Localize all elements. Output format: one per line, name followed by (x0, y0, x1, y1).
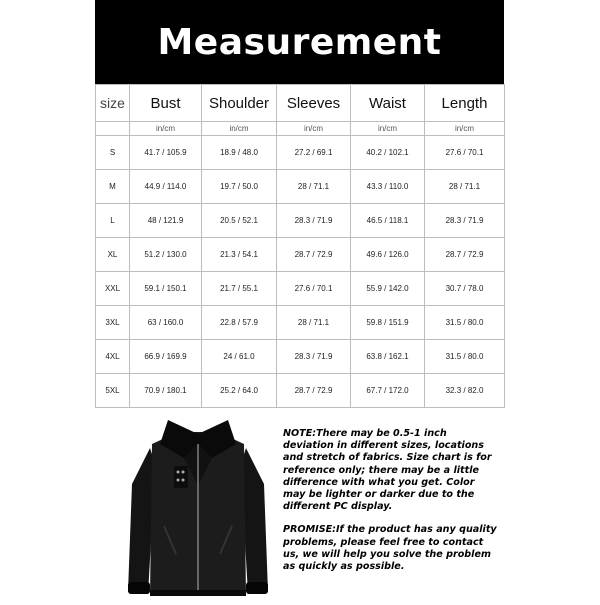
shoulder-value: 21.7 / 55.1 (202, 272, 277, 306)
bust-value: 48 / 121.9 (130, 204, 202, 238)
jacket-illustration (128, 414, 268, 600)
length-value: 30.7 / 78.0 (425, 272, 505, 306)
length-value: 27.6 / 70.1 (425, 136, 505, 170)
sleeves-value: 28 / 71.1 (277, 306, 351, 340)
size-label: XXL (96, 272, 130, 306)
table-row (96, 136, 505, 170)
unit-cell: in/cm (425, 122, 505, 136)
shoulder-value: 19.7 / 50.0 (202, 170, 277, 204)
unit-cell: in/cm (351, 122, 425, 136)
shoulder-value: 20.5 / 52.1 (202, 204, 277, 238)
promise-text: PROMISE:If the product has any quality problems, please feel free to contact us, we will help you solve the problem as quickly as possible. (283, 524, 497, 573)
table-row (96, 170, 505, 204)
waist-value: 59.8 / 151.9 (351, 306, 425, 340)
shoulder-value: 24 / 61.0 (202, 340, 277, 374)
waist-value: 49.6 / 126.0 (351, 238, 425, 272)
length-value: 28.3 / 71.9 (425, 204, 505, 238)
size-label: S (96, 136, 130, 170)
length-value: 31.5 / 80.0 (425, 306, 505, 340)
header-row (96, 85, 505, 122)
size-chart-table (95, 84, 505, 408)
shoulder-value: 22.8 / 57.9 (202, 306, 277, 340)
length-value: 28.7 / 72.9 (425, 238, 505, 272)
title-banner (95, 0, 504, 84)
waist-value: 43.3 / 110.0 (351, 170, 425, 204)
column-header-shoulder: Shoulder (202, 85, 277, 122)
sleeves-value: 28.7 / 72.9 (277, 238, 351, 272)
waist-value: 55.9 / 142.0 (351, 272, 425, 306)
column-header-sleeves: Sleeves (277, 85, 351, 122)
bust-value: 51.2 / 130.0 (130, 238, 202, 272)
length-value: 32.3 / 82.0 (425, 374, 505, 408)
shoulder-value: 21.3 / 54.1 (202, 238, 277, 272)
length-value: 28 / 71.1 (425, 170, 505, 204)
waist-value: 63.8 / 162.1 (351, 340, 425, 374)
table-row (96, 374, 505, 408)
waist-value: 40.2 / 102.1 (351, 136, 425, 170)
sleeves-value: 28.3 / 71.9 (277, 204, 351, 238)
bust-value: 70.9 / 180.1 (130, 374, 202, 408)
size-label: 3XL (96, 306, 130, 340)
bust-value: 41.7 / 105.9 (130, 136, 202, 170)
size-label: 4XL (96, 340, 130, 374)
bust-value: 63 / 160.0 (130, 306, 202, 340)
waist-value: 67.7 / 172.0 (351, 374, 425, 408)
table-row (96, 340, 505, 374)
unit-cell: in/cm (130, 122, 202, 136)
sleeves-value: 28.7 / 72.9 (277, 374, 351, 408)
sleeves-value: 27.6 / 70.1 (277, 272, 351, 306)
size-label: M (96, 170, 130, 204)
column-header-bust: Bust (130, 85, 202, 122)
sleeves-value: 27.2 / 69.1 (277, 136, 351, 170)
table-row (96, 272, 505, 306)
size-column-header: size (96, 85, 130, 122)
table-row (96, 238, 505, 272)
unit-row (96, 122, 505, 136)
sleeves-value: 28 / 71.1 (277, 170, 351, 204)
size-label: 5XL (96, 374, 130, 408)
waist-value: 46.5 / 118.1 (351, 204, 425, 238)
column-header-waist: Waist (351, 85, 425, 122)
column-header-length: Length (425, 85, 505, 122)
size-label: XL (96, 238, 130, 272)
unit-cell: in/cm (277, 122, 351, 136)
shoulder-value: 25.2 / 64.0 (202, 374, 277, 408)
shoulder-value: 18.9 / 48.0 (202, 136, 277, 170)
size-label: L (96, 204, 130, 238)
table-row (96, 306, 505, 340)
note-text: NOTE:There may be 0.5-1 inch deviation in different sizes, locations and stretch of fabrics. Size chart is for reference only; there may be a little difference with what you get. Color may be lighter or darker due to the different PC display. (283, 428, 492, 513)
bust-value: 59.1 / 150.1 (130, 272, 202, 306)
sleeves-value: 28.3 / 71.9 (277, 340, 351, 374)
bust-value: 66.9 / 169.9 (130, 340, 202, 374)
unit-cell: in/cm (202, 122, 277, 136)
unit-cell-empty (96, 122, 130, 136)
bust-value: 44.9 / 114.0 (130, 170, 202, 204)
length-value: 31.5 / 80.0 (425, 340, 505, 374)
page-title: Measurement (157, 21, 442, 63)
table-row (96, 204, 505, 238)
note-section (283, 428, 498, 573)
product-image-jacket (128, 414, 268, 600)
